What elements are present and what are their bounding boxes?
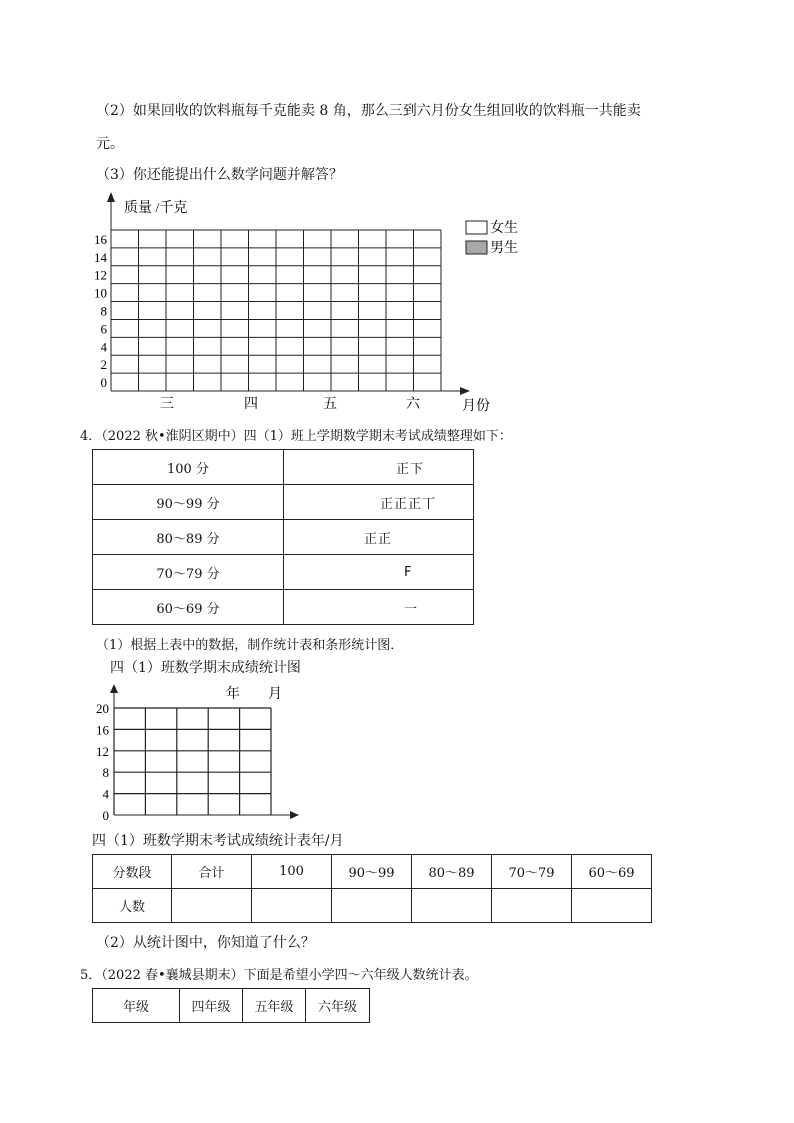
y-tick-label: 4 bbox=[100, 339, 107, 355]
table-row bbox=[93, 889, 652, 923]
tally-marks: 一 bbox=[284, 590, 474, 625]
table-row bbox=[93, 520, 474, 555]
y-tick-label: 8 bbox=[100, 303, 107, 319]
legend-label-boys: 男生 bbox=[490, 241, 518, 256]
q4-part1: （1）根据上表中的数据，制作统计表和条形统计图． bbox=[96, 638, 404, 653]
tally-marks: 正正正丅 bbox=[284, 485, 474, 520]
q3-part2-line2: 元。 bbox=[96, 136, 124, 152]
table-header-cell: 90～99 bbox=[332, 855, 412, 889]
table-header-cell: 四年级 bbox=[180, 989, 243, 1023]
y-axis-arrow bbox=[107, 192, 115, 202]
table-header-cell: 70～79 bbox=[492, 855, 572, 889]
tally-range: 60～69 分 bbox=[93, 590, 284, 625]
y-tick-label: 2 bbox=[100, 357, 107, 373]
chart-1-ylabel: 质量 /千克 bbox=[124, 201, 188, 216]
chart-2-gridlines bbox=[114, 708, 271, 815]
tally-range: 70～79 分 bbox=[93, 555, 284, 590]
y-tick-label: 0 bbox=[102, 808, 109, 823]
table-cell-empty[interactable] bbox=[572, 889, 652, 923]
table-row bbox=[93, 855, 652, 889]
chart-1-gridlines bbox=[111, 230, 441, 391]
chart-1-xlabel: 月份 bbox=[462, 399, 490, 414]
table-cell-empty[interactable] bbox=[172, 889, 252, 923]
chart-1-grid bbox=[80, 188, 530, 416]
tally-marks: 正下 bbox=[284, 450, 474, 485]
y-tick-label: 6 bbox=[100, 321, 107, 337]
q3-part3: （3）你还能提出什么数学问题并解答？ bbox=[96, 167, 343, 183]
chart-1-y-ticks bbox=[94, 232, 108, 390]
x-tick-label: 三 bbox=[160, 397, 174, 412]
y-tick-label: 4 bbox=[102, 786, 109, 802]
legend-label-girls: 女生 bbox=[490, 221, 518, 236]
x-tick-label: 五 bbox=[323, 397, 337, 412]
table-header-cell: 100 bbox=[252, 855, 332, 889]
x-tick-label: 六 bbox=[406, 397, 420, 412]
q5-table bbox=[92, 988, 370, 1023]
table-row bbox=[93, 555, 474, 590]
x-axis-arrow bbox=[290, 811, 299, 819]
table-header-cell: 年级 bbox=[93, 989, 180, 1023]
chart-2-date: 年 月 bbox=[226, 687, 282, 702]
q3-part2-line1: （2）如果回收的饮料瓶每千克能卖 8 角，那么三到六月份女生组回收的饮料瓶一共能卖 bbox=[96, 103, 641, 119]
x-axis-arrow bbox=[460, 387, 470, 395]
table-header-cell: 五年级 bbox=[243, 989, 306, 1023]
legend-swatch-girls bbox=[466, 221, 487, 234]
table-cell-empty[interactable] bbox=[252, 889, 332, 923]
table-header-cell: 六年级 bbox=[306, 989, 370, 1023]
q4-tally-table bbox=[92, 449, 474, 625]
q5-title: 5．（2022 春•襄城县期末）下面是希望小学四～六年级人数统计表。 bbox=[80, 968, 478, 983]
q4-title: 4．（2022 秋•淮阴区期中）四（1）班上学期数学期末考试成绩整理如下： bbox=[80, 429, 512, 444]
tally-range: 90～99 分 bbox=[93, 485, 284, 520]
table-header-cell: 合计 bbox=[172, 855, 252, 889]
y-tick-label: 16 bbox=[96, 722, 109, 738]
tally-range: 100 分 bbox=[93, 450, 284, 485]
y-tick-label: 14 bbox=[94, 249, 107, 265]
q4-table-title: 四（1）班数学期末考试成绩统计表年/月 bbox=[92, 833, 344, 849]
q4-stats-table bbox=[92, 854, 652, 923]
chart-1-x-ticks bbox=[160, 396, 421, 412]
y-tick-label: 12 bbox=[94, 267, 107, 283]
table-cell-empty[interactable] bbox=[492, 889, 572, 923]
tally-range: 80～89 分 bbox=[93, 520, 284, 555]
y-tick-label: 8 bbox=[102, 765, 109, 781]
table-row bbox=[93, 590, 474, 625]
x-tick-label: 四 bbox=[244, 397, 258, 412]
y-tick-label: 12 bbox=[96, 743, 109, 759]
y-axis-arrow bbox=[110, 684, 118, 693]
chart-2-y-ticks bbox=[96, 701, 110, 823]
table-header-cell: 80～89 bbox=[412, 855, 492, 889]
table-cell-empty[interactable] bbox=[332, 889, 412, 923]
y-tick-label: 20 bbox=[96, 701, 109, 716]
table-cell-empty[interactable] bbox=[412, 889, 492, 923]
y-tick-label: 0 bbox=[100, 375, 107, 391]
table-row bbox=[93, 485, 474, 520]
table-row-label: 人数 bbox=[93, 889, 172, 923]
tally-marks: 正正 bbox=[284, 520, 474, 555]
chart-2-grid bbox=[86, 680, 306, 830]
table-header-cell: 60～69 bbox=[572, 855, 652, 889]
table-row bbox=[93, 450, 474, 485]
y-tick-label: 16 bbox=[94, 231, 107, 247]
legend-swatch-boys bbox=[466, 241, 487, 254]
table-header-cell: 分数段 bbox=[93, 855, 172, 889]
tally-marks: F bbox=[284, 555, 474, 590]
y-tick-label: 10 bbox=[94, 285, 107, 301]
q4-chart-title: 四（1）班数学期末成绩统计图 bbox=[110, 660, 301, 676]
q4-part2: （2）从统计图中，你知道了什么？ bbox=[96, 935, 315, 951]
table-row bbox=[93, 989, 370, 1023]
